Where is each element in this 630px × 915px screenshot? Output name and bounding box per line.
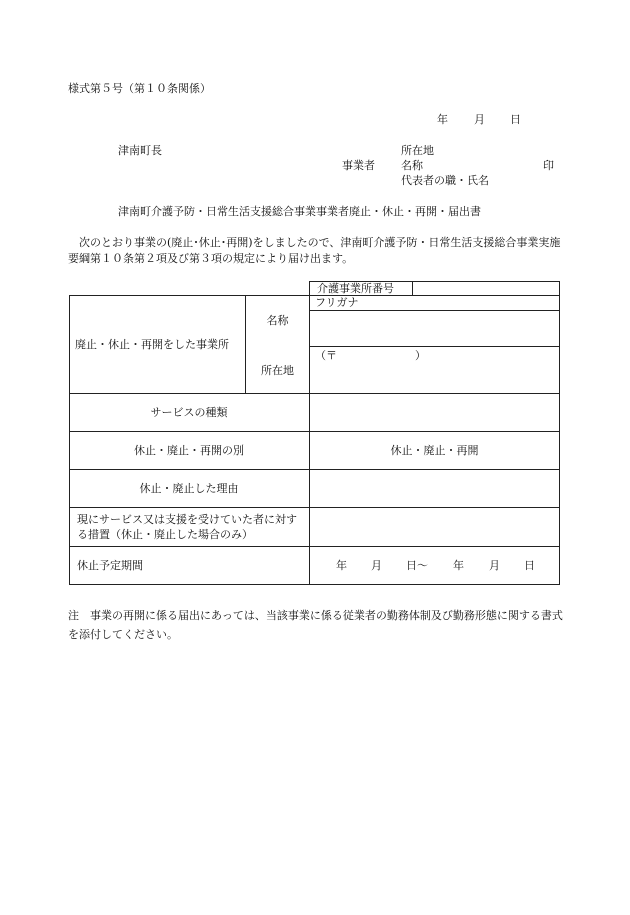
measures-field[interactable] (310, 508, 559, 546)
service-type-field[interactable] (310, 394, 559, 431)
seal-label: 印 (543, 159, 554, 172)
service-type-label: サービスの種類 (150, 405, 228, 419)
grid-line (309, 346, 560, 347)
notification-table (69, 281, 560, 585)
grid-line (559, 281, 560, 585)
period-end-month: 月 (489, 558, 500, 572)
period-end-day: 日 (524, 558, 535, 572)
office-name-field[interactable] (310, 311, 559, 346)
applicant-address-label: 所在地 (401, 144, 434, 157)
form-number: 様式第５号（第１０条関係） (68, 82, 211, 95)
note-text: 注 事業の再開に係る届出にあっては、当該事業に係る従業者の勤務体制及び勤務形態に関する書式を添付してください。 (68, 609, 563, 641)
postal-open: （〒 (315, 348, 337, 362)
applicant-label: 事業者 (342, 159, 375, 172)
reason-label: 休止・廃止した理由 (139, 481, 239, 495)
date-day-label: 日 (510, 113, 521, 126)
postal-close: ） (415, 348, 426, 362)
period-start-month: 月 (371, 558, 382, 572)
office-label: 廃止・休止・再開をした事業所 (75, 337, 229, 351)
name-label: 名称 (266, 314, 289, 327)
category-label: 休止・廃止・再開の別 (134, 443, 244, 457)
office-address-label: 所在地 (261, 363, 294, 377)
grid-line (309, 281, 310, 296)
measures-label: 現にサービス又は支援を受けていた者に対する措置（休止・廃止した場合のみ） (77, 512, 297, 541)
period-start-day: 日～ (406, 558, 428, 572)
period-start-year: 年 (336, 558, 347, 572)
grid-line (69, 584, 560, 585)
date-month-label: 月 (474, 113, 485, 126)
office-number-field[interactable] (413, 282, 559, 295)
office-address-field[interactable] (310, 363, 559, 393)
period-label: 休止予定期間 (77, 558, 143, 572)
furigana-label: フリガナ (315, 296, 359, 309)
category-value[interactable]: 休止・廃止・再開 (390, 443, 479, 457)
body-text: 次のとおり事業の(廃止･休止･再開)をしましたので、津南町介護予防・日常生活支援総合事業実施要綱第１０条第２項及び第３項の規定により届け出ます。 (68, 236, 561, 265)
applicant-name-label: 名称 (401, 159, 423, 172)
period-end-year: 年 (453, 558, 464, 572)
reason-field[interactable] (310, 470, 559, 507)
date-year-label: 年 (437, 113, 448, 126)
office-number-label: 介護事業所番号 (317, 281, 394, 295)
document-title: 津南町介護予防・日常生活支援総合事業事業者廃止・休止・再開・届出書 (118, 205, 481, 218)
representative-label: 代表者の職・氏名 (401, 174, 489, 187)
addressee: 津南町長 (118, 144, 162, 157)
